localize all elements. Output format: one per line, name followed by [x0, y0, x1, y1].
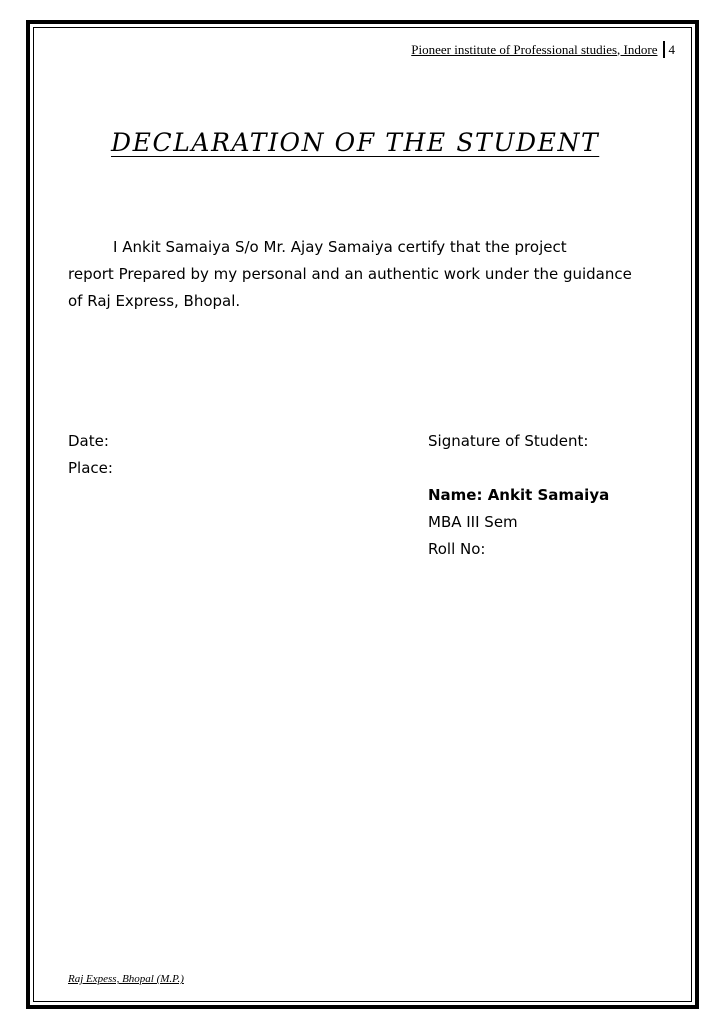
declaration-paragraph: [68, 234, 668, 315]
paragraph-line: I Ankit Samaiya S/o Mr. Ajay Samaiya certify that the project: [113, 238, 567, 256]
page-header: [411, 41, 675, 58]
date-label: Date:: [68, 432, 109, 450]
page-footer: Raj Expess, Bhopal (M.P.): [68, 973, 184, 985]
page-title: DECLARATION OF THE STUDENT: [111, 128, 600, 157]
header-institute: Pioneer institute of Professional studies, Indore: [411, 41, 658, 57]
header-divider: [663, 41, 665, 58]
paragraph-line: report Prepared by my personal and an authentic work under the guidance: [68, 265, 632, 283]
paragraph-line: of Raj Express, Bhopal.: [68, 292, 241, 310]
student-name: Name: Ankit Samaiya: [428, 486, 610, 504]
page-number: 4: [668, 41, 675, 57]
course-label: MBA III Sem: [428, 513, 518, 531]
place-label: Place:: [68, 459, 113, 477]
roll-number-label: Roll No:: [428, 540, 486, 558]
signature-block: [428, 428, 609, 563]
date-place-block: [68, 428, 113, 482]
signature-label: Signature of Student:: [428, 432, 589, 450]
